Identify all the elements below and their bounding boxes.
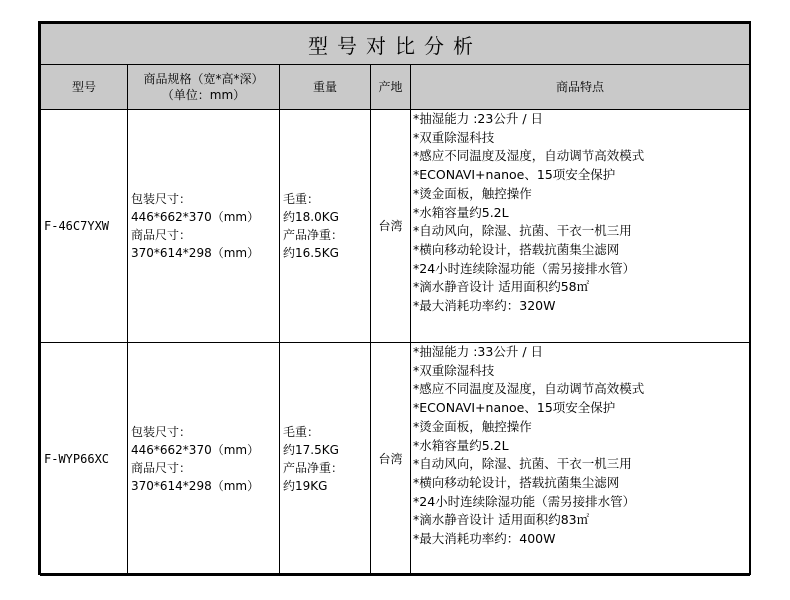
list-item: *横向移动轮设计，搭载抗菌集尘滤网 xyxy=(413,241,620,257)
list-item: *滴水静音设计 适用面积约58㎡ xyxy=(413,279,590,295)
list-item: *24小时连续除湿功能（需另接排水管） xyxy=(413,260,636,276)
spec-line: 446*662*370（mm） xyxy=(131,443,260,457)
list-item: *双重除湿科技 xyxy=(413,362,495,378)
features-cell xyxy=(411,110,750,343)
list-item: *滴水静音设计 适用面积约83㎡ xyxy=(413,512,590,528)
list-item: *自动风向，除湿、抗菌、干衣一机三用 xyxy=(413,456,632,472)
list-item: *24小时连续除湿功能（需另接排水管） xyxy=(413,493,636,509)
weight-cell xyxy=(280,343,371,576)
list-item: *抽湿能力 :33公升 / 日 xyxy=(413,344,543,359)
header-spec-line2: （单位：mm） xyxy=(161,88,246,102)
features-list xyxy=(413,110,749,316)
weight-line: 产品净重： xyxy=(283,228,344,242)
comparison-table xyxy=(40,23,750,576)
spec-line: 370*614*298（mm） xyxy=(131,479,260,493)
table-row xyxy=(41,343,750,576)
origin-cell: 台湾 xyxy=(371,343,411,576)
header-features: 商品特点 xyxy=(411,65,750,110)
model-cell: F-WYP66XC xyxy=(41,343,128,576)
list-item: *最大消耗功率约：320W xyxy=(413,298,556,314)
features-list xyxy=(413,343,749,549)
comparison-table-frame xyxy=(38,21,751,575)
weight-line: 产品净重： xyxy=(283,461,344,475)
list-item: *双重除湿科技 xyxy=(413,129,495,145)
list-item: *水箱容量约5.2L xyxy=(413,437,509,453)
weight-line: 约19KG xyxy=(283,479,328,493)
spec-line: 446*662*370（mm） xyxy=(131,210,260,224)
list-item: *抽湿能力 :23公升 / 日 xyxy=(413,111,543,126)
header-row xyxy=(41,65,750,110)
header-model: 型号 xyxy=(41,65,128,110)
list-item: *最大消耗功率约：400W xyxy=(413,531,556,547)
list-item: *烫金面板，触控操作 xyxy=(413,185,532,201)
list-item: *ECONAVI+nanoe、15项安全保护 xyxy=(413,167,616,183)
spec-line: 商品尺寸： xyxy=(131,228,192,242)
list-item: *ECONAVI+nanoe、15项安全保护 xyxy=(413,400,616,416)
spec-line: 包装尺寸： xyxy=(131,425,192,439)
title-row xyxy=(41,24,750,65)
weight-line: 毛重： xyxy=(283,192,320,206)
header-spec xyxy=(128,65,280,110)
spec-line: 包装尺寸： xyxy=(131,192,192,206)
list-item: *自动风向，除湿、抗菌、干衣一机三用 xyxy=(413,223,632,239)
list-item: *横向移动轮设计，搭载抗菌集尘滤网 xyxy=(413,474,620,490)
list-item: *烫金面板，触控操作 xyxy=(413,418,532,434)
weight-line: 毛重： xyxy=(283,425,320,439)
header-origin: 产地 xyxy=(371,65,411,110)
page-title: 型号对比分析 xyxy=(41,24,750,65)
table-row xyxy=(41,110,750,343)
weight-line: 约17.5KG xyxy=(283,443,339,457)
spec-cell xyxy=(128,110,280,343)
weight-line: 约18.0KG xyxy=(283,210,339,224)
spec-line: 370*614*298（mm） xyxy=(131,246,260,260)
weight-line: 约16.5KG xyxy=(283,246,339,260)
features-cell xyxy=(411,343,750,576)
list-item: *感应不同温度及湿度，自动调节高效模式 xyxy=(413,381,645,397)
header-weight: 重量 xyxy=(280,65,371,110)
list-item: *感应不同温度及湿度，自动调节高效模式 xyxy=(413,148,645,164)
origin-cell: 台湾 xyxy=(371,110,411,343)
list-item: *水箱容量约5.2L xyxy=(413,204,509,220)
header-spec-line1: 商品规格（宽*高*深） xyxy=(143,72,264,86)
model-cell: F-46C7YXW xyxy=(41,110,128,343)
spec-line: 商品尺寸： xyxy=(131,461,192,475)
weight-cell xyxy=(280,110,371,343)
spec-cell xyxy=(128,343,280,576)
